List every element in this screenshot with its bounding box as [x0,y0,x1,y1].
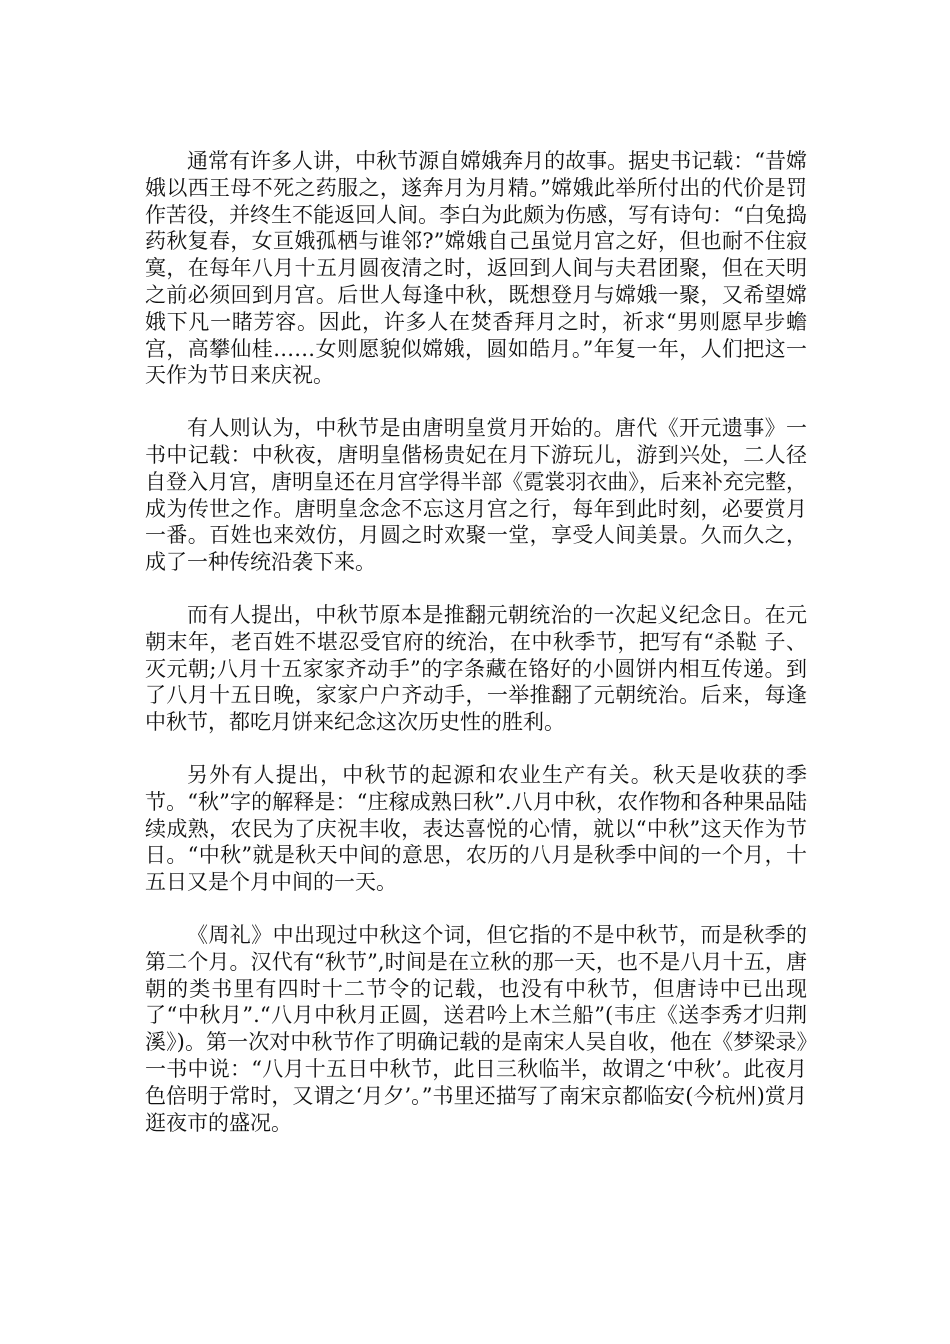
paragraph-chang-e-legend: 通常有许多人讲，中秋节源自嫦娥奔月的故事。据史书记载：“昔嫦娥以西王母不死之药服之，遂奔月为月精。”嫦娥此举所付出的代价是罚作苦役，并终生不能返回人间。李白为此颇为伤感，写有诗句：“白兔捣药秋复春，女亘娥孤栖与谁邻?”嫦娥自己虽觉月宫之好，但也耐不住寂寞，在每年八月十五月圆夜清之时，返回到人间与夫君团聚，但在天明之前必须回到月宫。后世人每逢中秋，既想登月与嫦娥一聚，又希望嫦娥下凡一睹芳容。因此，许多人在焚香拜月之时，祈求“男则愿早步蟾宫，高攀仙桂……女则愿貌似嫦娥，圆如皓月。”年复一年，人们把这一天作为节日来庆祝。 [145,149,807,388]
document-body [145,148,807,1162]
paragraph-yuan-uprising: 而有人提出，中秋节原本是推翻元朝统治的一次起义纪念日。在元朝末年，老百姓不堪忍受官府的统治，在中秋季节，把写有“杀鞑 子、灭元朝;八月十五家家齐动手”的字条藏在铬好的小圆饼内相互传递。到了八月十五日晚，家家户户齐动手，一举推翻了元朝统治。后来，每逢中秋节，都吃月饼来纪念这次历史性的胜利。 [145,602,807,735]
paragraph-agriculture: 另外有人提出，中秋节的起源和农业生产有关。秋天是收获的季节。“秋”字的解释是：“庄稼成熟曰秋”.八月中秋，农作物和各种果品陆续成熟，农民为了庆祝丰收，表达喜悦的心情，就以“中秋”这天作为节日。“中秋”就是秋天中间的意思，农历的八月是秋季中间的一个月，十五日又是个月中间的一天。 [145,762,807,895]
paragraph-tang-emperor: 有人则认为，中秋节是由唐明皇赏月开始的。唐代《开元遗事》一书中记载：中秋夜，唐明皇偕杨贵妃在月下游玩儿，游到兴处，二人径自登入月宫，唐明皇还在月宫学得半部《霓裳羽衣曲》，后来补充完整，成为传世之作。唐明皇念念不忘这月宫之行，每年到此时刻，必要赏月一番。百姓也来效仿，月圆之时欢聚一堂，享受人间美景。久而久之，成了一种传统沿袭下来。 [145,416,807,575]
paragraph-historical-records: 《周礼》中出现过中秋这个词，但它指的不是中秋节，而是秋季的第二个月。汉代有“秋节”,时间是在立秋的那一天，也不是八月十五，唐朝的类书里有四时十二节令的记载，也没有中秋节，但唐诗中已出现了“中秋月”.“八月中秋月正圆，送君吟上木兰船”(韦庄《送李秀才归荆溪》)。第一次对中秋节作了明确记载的是南宋人吴自收，他在《梦梁录》一书中说：“八月十五日中秋节，此日三秋临半，故谓之‘中秋’。此夜月色倍明于常时，又谓之‘月夕’。”书里还描写了南宋京都临安(今杭州)赏月逛夜市的盛况。 [145,922,807,1135]
